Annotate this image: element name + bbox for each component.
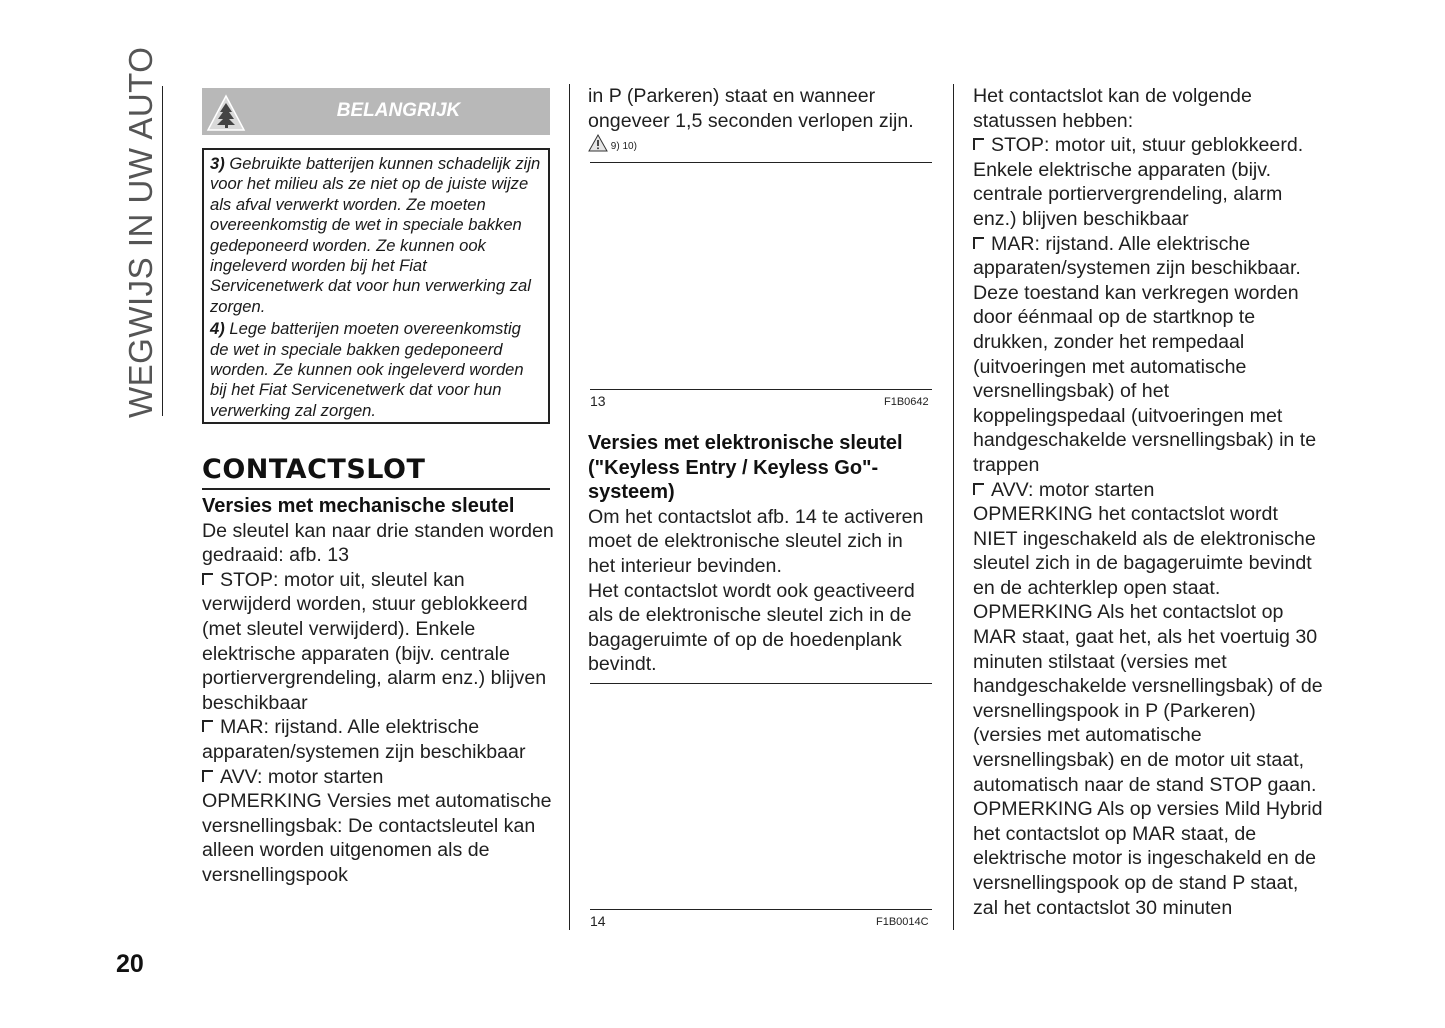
column-2-top xyxy=(588,84,934,133)
section-side-title: WEGWIJS IN UW AUTO xyxy=(122,46,159,418)
list-item: AVV: motor starten xyxy=(202,765,558,790)
paragraph: Om het contactslot afb. 14 te activeren moet de elektronische sleutel zich in het interieur bevinden. xyxy=(588,505,924,577)
paragraph: Het contactslot wordt ook geactiveerd als de elektronische sleutel zich in de bagageruimte of op de hoedenplank bevindt. xyxy=(588,579,915,676)
warning-references xyxy=(588,134,637,152)
note: OPMERKING Versies met automatische versnellingsbak: De contactsleutel kan alleen worden uitgenomen als de versnellingspook xyxy=(202,790,552,886)
divider xyxy=(590,683,932,684)
list-item: MAR: rijstand. Alle elektrische apparaten/systemen zijn beschikbaar xyxy=(202,716,526,763)
note: OPMERKING Als het contactslot op MAR staat, gaat het, als het voertuig 30 minuten stilstaat (versies met handgeschakelde versnellingsbak) of de versnellingspook in P (Parkeren) (versies met automatische versnellingsbak) en de motor uit staat, automatisch naar de stand STOP gaan. xyxy=(973,601,1323,796)
list-item: STOP: motor uit, stuur geblokkeerd. Enkele elektrische apparaten (bijv. centrale portiervergrendeling, alarm enz.) blijven beschikbaar xyxy=(973,134,1304,230)
figure-code: F1B0642 xyxy=(884,396,929,408)
column-2-middle xyxy=(588,431,934,677)
warning-header xyxy=(202,88,550,135)
column-divider xyxy=(569,84,570,930)
warning-triangle-icon xyxy=(588,134,608,152)
warning-title: BELANGRIJK xyxy=(336,100,461,121)
note: OPMERKING het contactslot wordt NIET ingeschakeld als de elektronische sleutel zich in de bagageruimte bevindt en de achterklep open staat. xyxy=(973,503,1316,599)
list-item: MAR: rijstand. Alle elektrische apparaten/systemen zijn beschikbaar. Deze toestand kan verkregen worden door éénmaal op de startknop te drukken, zonder het rempedaal (uitvoeringen met automatische versnellingsbak) of het koppelingspedaal (uitvoeringen met handgeschakelde versnellingsbak) in te trappen xyxy=(973,232,1317,476)
bullet-icon xyxy=(973,483,984,495)
list-item: AVV: motor starten xyxy=(973,478,1323,503)
bullet-icon xyxy=(202,720,213,732)
paragraph: in P (Parkeren) staat en wanneer ongeveer 1,5 seconden verlopen zijn. xyxy=(588,85,914,132)
warning-text: Gebruikte batterijen kunnen schadelijk zijn voor het milieu als ze niet op de juiste wijze als afval verwerkt worden. Ze moeten overeenkomstig de wet in speciale bakken gedeponeerd worden. Ze kunnen ook ingeleverd worden bij het Fiat Servicenetwerk dat voor hun verwerking zal zorgen. xyxy=(210,154,541,316)
bullet-icon xyxy=(202,573,213,585)
figure-number: 14 xyxy=(590,913,606,929)
warning-ref: 4) xyxy=(210,319,225,339)
subheading-mechanical: Versies met mechanische sleutel xyxy=(202,495,515,517)
warning-text: Lege batterijen moeten overeenkomstig de wet in speciale bakken gedeponeerd worden. Ze kunnen ook ingeleverd worden bij het Fiat Servicenetwerk dat voor hun verwerking zal zorgen. xyxy=(210,319,524,420)
column-1 xyxy=(202,494,558,888)
paragraph: Het contactslot kan de volgende statussen hebben: xyxy=(973,85,1252,132)
paragraph: De sleutel kan naar drie standen worden gedraaid: afb. 13 xyxy=(202,519,554,567)
section-heading: CONTACTSLOT xyxy=(202,454,550,490)
page-number: 20 xyxy=(116,950,144,978)
note: OPMERKING Als op versies Mild Hybrid het contactslot op MAR staat, de elektrische motor is ingeschakeld en de versnellingspook op de stand P staat, zal het contactslot 30 minuten xyxy=(973,798,1323,919)
bullet-icon xyxy=(973,237,984,249)
column-3 xyxy=(973,84,1323,920)
side-divider xyxy=(162,86,163,416)
figure-code: F1B0014C xyxy=(876,916,929,928)
figure-13-rule xyxy=(590,389,932,390)
bullet-icon xyxy=(202,770,213,782)
warning-item xyxy=(210,154,542,317)
bullet-icon xyxy=(973,138,984,150)
figure-number: 13 xyxy=(590,393,606,409)
warning-ref: 3) xyxy=(210,154,225,173)
warning-box xyxy=(202,148,550,424)
column-divider xyxy=(953,84,954,930)
warning-item xyxy=(210,319,542,421)
list-item: STOP: motor uit, sleutel kan verwijderd worden, stuur geblokkeerd (met sleutel verwijderd). Enkele elektrische apparaten (bijv. centrale portiervergrendeling, alarm enz.) blijven beschikbaar xyxy=(202,568,547,714)
figure-14-rule xyxy=(590,909,932,910)
reference-numbers: 9) 10) xyxy=(610,141,637,152)
divider xyxy=(590,162,932,163)
subheading-keyless: Versies met elektronische sleutel ("Keyless Entry / Keyless Go"-systeem) xyxy=(588,432,903,504)
